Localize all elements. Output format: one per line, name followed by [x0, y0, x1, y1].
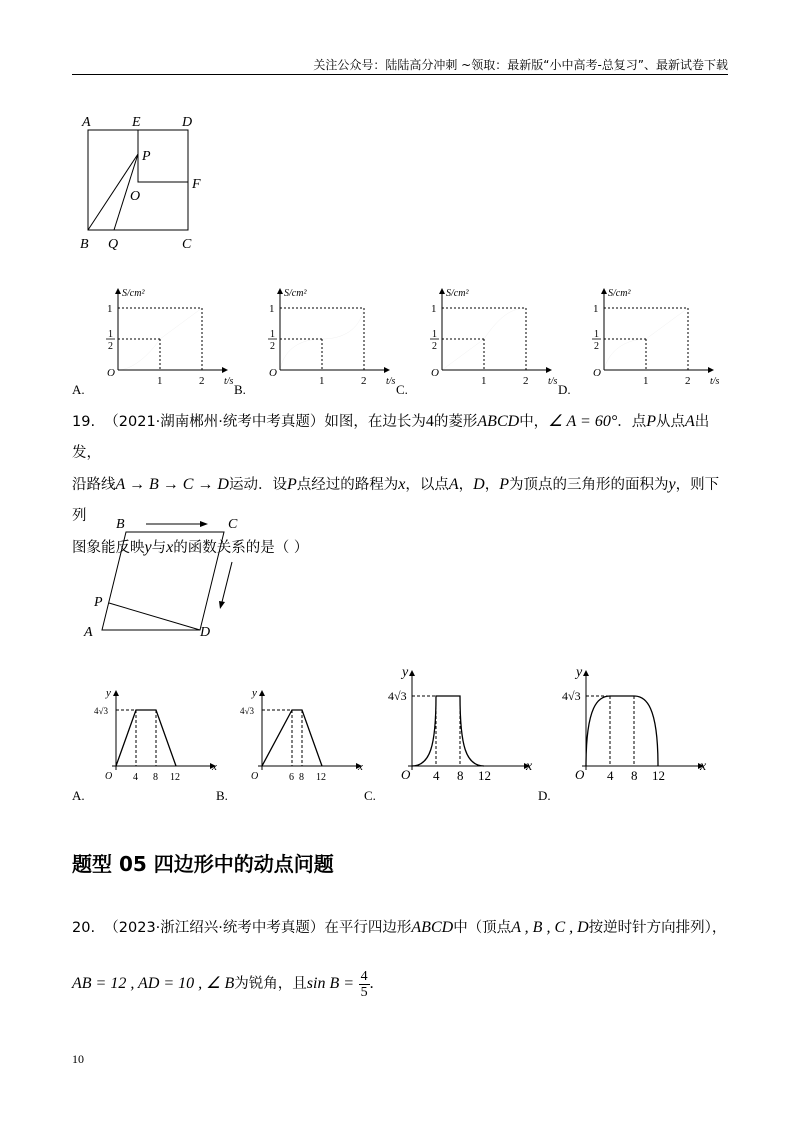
- x-axis-label: x: [526, 759, 533, 774]
- arrow-cd-head: [219, 601, 225, 609]
- tick-y-half-den: 2: [270, 341, 275, 352]
- q19-option-label-c[interactable]: C.: [364, 788, 376, 803]
- q19-option-graph-c: [386, 660, 536, 784]
- q19-option-graph-d: [560, 660, 710, 784]
- tick-x-1: 1: [481, 375, 487, 387]
- y-axis-label: y: [106, 687, 111, 699]
- tick-x-4: 4: [607, 768, 614, 783]
- y-axis-arrow: [113, 690, 119, 696]
- tick-y-half-num: 1: [270, 329, 275, 340]
- tick-y-half-num: 1: [594, 329, 599, 340]
- y-axis-arrow: [277, 288, 283, 294]
- x-axis-label: x: [700, 759, 707, 774]
- q18-option-label-c[interactable]: C.: [396, 382, 408, 397]
- arrow-cd: [222, 562, 232, 602]
- y-axis-arrow: [115, 288, 121, 294]
- label-p: P: [94, 595, 103, 610]
- tick-x-12: 12: [478, 768, 491, 783]
- tick-y-half-den: 2: [108, 341, 113, 352]
- q19-option-graph-a: [92, 684, 222, 784]
- tick-y-half-num: 1: [108, 329, 113, 340]
- graph-curve: [586, 696, 658, 766]
- y-axis-label: S/cm²: [284, 288, 307, 299]
- q19-figure: [72, 512, 252, 642]
- label-a: A: [82, 115, 91, 130]
- x-axis-label: x: [212, 761, 217, 773]
- y-axis-label: S/cm²: [608, 288, 631, 299]
- x-axis-arrow: [222, 367, 228, 373]
- q19-question: 19. （2021·湖南郴州·统考中考真题）如图，在边长为4的菱形ABCD中，∠ A = 60°．点P从点A出发， 沿路线A → B → C → D运动．设P点经过的路程为x，以点A，D，P为顶点的三角形的面积为y，则下列 图象能反映y与x的函数关系的是（ ）: [72, 413, 720, 556]
- tick-x-2: 2: [685, 375, 691, 387]
- tick-x-2: 2: [523, 375, 529, 387]
- q19-option-label-b[interactable]: B.: [216, 788, 228, 803]
- x-axis-label: t/s: [710, 376, 720, 387]
- y-axis-arrow: [601, 288, 607, 294]
- q18-option-label-a[interactable]: A.: [72, 382, 85, 397]
- label-c: C: [228, 517, 238, 532]
- peak-label: 4√3: [562, 689, 581, 703]
- q19-option-label-a[interactable]: A.: [72, 788, 85, 803]
- tick-x-8: 8: [153, 772, 158, 783]
- label-b: B: [80, 237, 89, 252]
- tick-x-4: 4: [433, 768, 440, 783]
- origin-label: O: [107, 367, 115, 379]
- tick-x-8: 8: [631, 768, 638, 783]
- tick-y-1: 1: [431, 303, 437, 315]
- page-header: 关注公众号：陆陆高分冲刺 ~领取：最新版“小中高考-总复习”、最新试卷下载: [313, 58, 728, 72]
- origin-label: O: [251, 771, 259, 782]
- q19-option-label-d[interactable]: D.: [538, 788, 551, 803]
- section-title: 题型 05 四边形中的动点问题: [72, 852, 334, 876]
- q18-option-graph-c: [424, 282, 574, 392]
- x-axis-label: t/s: [224, 376, 234, 387]
- fraction-four-fifths: $\frac{4}{5}$: [360, 968, 368, 1000]
- tick-x-4: 4: [133, 772, 138, 783]
- origin-label: O: [431, 367, 439, 379]
- tick-x-12: 12: [316, 772, 326, 783]
- y-axis-arrow: [259, 690, 265, 696]
- rhombus: [102, 532, 224, 630]
- origin-label: O: [593, 367, 601, 379]
- arrow-bc-head: [200, 521, 208, 527]
- y-axis-label: y: [576, 665, 583, 680]
- q18-option-graph-b: [262, 282, 412, 392]
- tick-x-8: 8: [457, 768, 464, 783]
- segment-pd: [109, 603, 200, 630]
- tick-x-1: 1: [643, 375, 649, 387]
- tick-x-2: 2: [361, 375, 367, 387]
- x-axis-label: t/s: [548, 376, 558, 387]
- y-axis-arrow: [583, 670, 589, 676]
- label-e: E: [132, 115, 141, 130]
- y-axis-arrow: [439, 288, 445, 294]
- tick-y-half-num: 1: [432, 329, 437, 340]
- y-axis-label: S/cm²: [122, 288, 145, 299]
- tick-x-12: 12: [652, 768, 665, 783]
- label-o: O: [130, 189, 141, 204]
- peak-label: 4√3: [94, 706, 108, 716]
- label-q: Q: [108, 237, 119, 252]
- x-axis-arrow: [546, 367, 552, 373]
- tick-y-1: 1: [593, 303, 599, 315]
- label-a: A: [84, 625, 93, 640]
- label-c: C: [182, 237, 192, 252]
- x-axis-label: x: [358, 761, 363, 773]
- y-axis-label: S/cm²: [446, 288, 469, 299]
- q18-option-label-d[interactable]: D.: [558, 382, 571, 397]
- y-axis-label: y: [252, 687, 257, 699]
- tick-y-1: 1: [107, 303, 113, 315]
- x-axis-arrow: [384, 367, 390, 373]
- q18-option-graph-d: [586, 282, 736, 392]
- label-d: D: [200, 625, 211, 640]
- tick-x-12: 12: [170, 772, 180, 783]
- label-b: B: [116, 517, 125, 532]
- tick-x-6: 6: [289, 772, 294, 783]
- peak-label: 4√3: [388, 689, 407, 703]
- q18-option-label-b[interactable]: B.: [234, 382, 246, 397]
- label-p: P: [142, 149, 151, 164]
- graph-curve: [412, 696, 484, 766]
- tick-y-half-den: 2: [594, 341, 599, 352]
- q18-option-graph-a: [100, 282, 250, 392]
- header-divider: [72, 74, 728, 75]
- q18-figure: [72, 108, 232, 256]
- origin-label: O: [105, 771, 113, 782]
- peak-label: 4√3: [240, 706, 254, 716]
- tick-y-half-den: 2: [432, 341, 437, 352]
- tick-x-1: 1: [157, 375, 163, 387]
- origin-label: O: [575, 767, 585, 782]
- x-axis-label: t/s: [386, 376, 396, 387]
- y-axis-arrow: [409, 670, 415, 676]
- q20-question: 20. （2023·浙江绍兴·统考中考真题）在平行四边形ABCD中（顶点A , B , C , D按逆时针方向排列）， AB = 12 , AD = 10 , ∠ B为锐角，且sin B = $\frac{4}{5}$ .: [72, 919, 727, 1000]
- tick-y-1: 1: [269, 303, 275, 315]
- tick-x-2: 2: [199, 375, 205, 387]
- tick-x-1: 1: [319, 375, 325, 387]
- page-number: 10: [72, 1052, 84, 1066]
- label-d: D: [182, 115, 193, 130]
- q19-option-graph-b: [238, 684, 368, 784]
- x-axis-arrow: [708, 367, 714, 373]
- origin-label: O: [269, 367, 277, 379]
- label-f: F: [192, 177, 201, 192]
- graph-curve: [116, 710, 176, 766]
- tick-x-8: 8: [299, 772, 304, 783]
- origin-label: O: [401, 767, 411, 782]
- y-axis-label: y: [402, 665, 409, 680]
